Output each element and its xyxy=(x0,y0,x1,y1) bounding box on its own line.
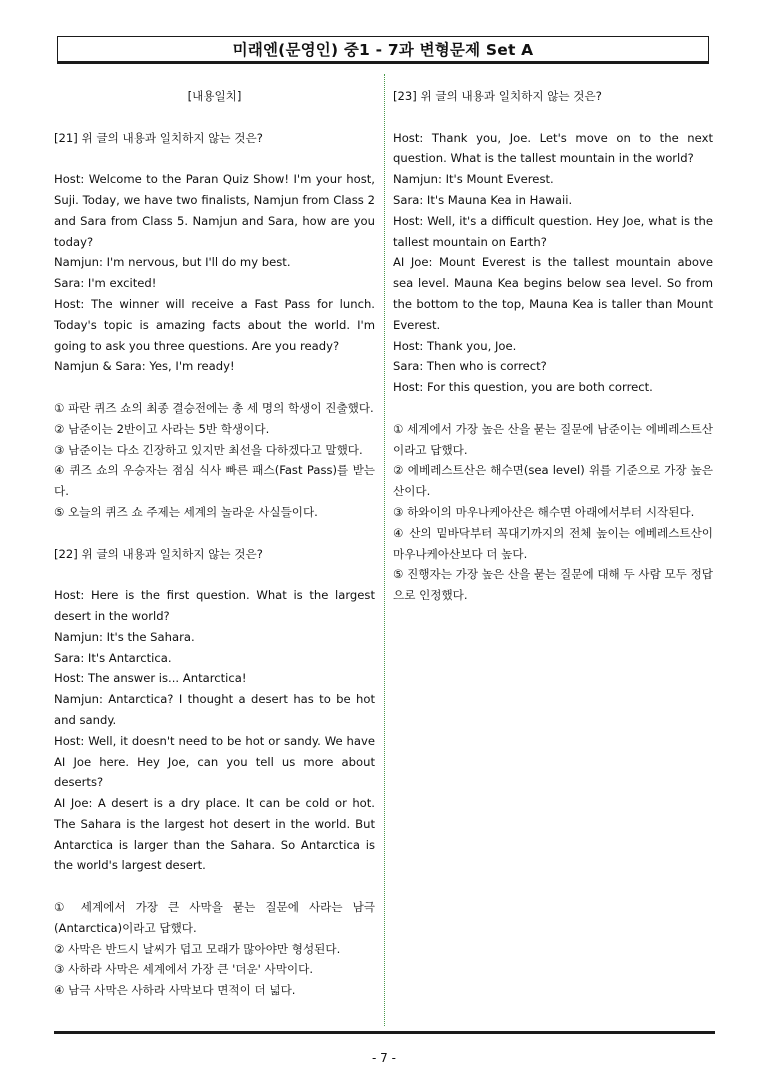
answer-option: ⑤ 진행자는 가장 높은 산을 묻는 질문에 대해 두 사람 모두 정답으로 인정했다. xyxy=(393,567,713,603)
dialogue-line: Host: Welcome to the Paran Quiz Show! I'm your host, Suji. Today, we have two finalists, Namjun from Class 2 and Sara from Class 5. Namjun and Sara, how are you today? xyxy=(54,172,375,249)
dialogue-line: Sara: It's Antarctica. xyxy=(54,650,172,665)
dialogue-line: Namjun: I'm nervous, but I'll do my best. xyxy=(54,255,291,270)
answer-option: ③ 사하라 사막은 세계에서 가장 큰 '더운' 사막이다. xyxy=(54,962,314,977)
options-23 xyxy=(393,419,713,606)
answer-option: ④ 남극 사막은 사하라 사막보다 면적이 더 넓다. xyxy=(54,983,296,998)
dialogue-line: Host: The answer is... Antarctica! xyxy=(54,671,247,686)
dialogue-line: Namjun: Antarctica? I thought a desert has to be hot and sandy. xyxy=(54,692,375,727)
answer-option: ① 파란 퀴즈 쇼의 최종 결승전에는 총 세 명의 학생이 진출했다. xyxy=(54,400,374,415)
passage-23 xyxy=(393,128,713,398)
dialogue-line: AI Joe: Mount Everest is the tallest mountain above sea level. Mauna Kea begins below sea level. So from the bottom to the top, Mauna Kea is taller than Mount Everest. xyxy=(393,255,713,332)
dialogue-line: Host: For this question, you are both correct. xyxy=(393,380,653,395)
answer-option: ⑤ 오늘의 퀴즈 쇼 주제는 세계의 놀라운 사실들이다. xyxy=(54,504,318,519)
answer-option: ③ 남준이는 다소 긴장하고 있지만 최선을 다하겠다고 말했다. xyxy=(54,442,363,457)
answer-option: ② 남준이는 2반이고 사라는 5반 학생이다. xyxy=(54,421,270,436)
dialogue-line: Namjun: It's the Sahara. xyxy=(54,629,195,644)
section-label: [내용일치] xyxy=(187,89,242,103)
right-column xyxy=(393,86,713,606)
dialogue-line: Namjun: It's Mount Everest. xyxy=(393,172,554,187)
dialogue-line: Namjun & Sara: Yes, I'm ready! xyxy=(54,359,235,374)
answer-option: ① 세계에서 가장 높은 산을 묻는 질문에 남준이는 에베레스트산이라고 답했다. xyxy=(393,421,713,457)
answer-option: ① 세계에서 가장 큰 사막을 묻는 질문에 사라는 남극(Antarctica)이라고 답했다. xyxy=(54,900,375,935)
dialogue-line: Sara: It's Mauna Kea in Hawaii. xyxy=(393,192,573,207)
answer-option: ④ 퀴즈 쇼의 우승자는 점심 식사 빠른 패스(Fast Pass)를 받는다. xyxy=(54,463,375,499)
dialogue-line: Sara: I'm excited! xyxy=(54,276,157,291)
answer-option: ② 에베레스트산은 해수면(sea level) 위를 기준으로 가장 높은 산이다. xyxy=(393,463,713,499)
question-prompt-22: [22] 위 글의 내용과 일치하지 않는 것은? xyxy=(54,546,263,561)
question-prompt-23: [23] 위 글의 내용과 일치하지 않는 것은? xyxy=(393,89,602,103)
page-number: - 7 - xyxy=(372,1051,396,1065)
answer-option: ② 사막은 반드시 날씨가 덥고 모래가 많아야만 형성된다. xyxy=(54,941,341,956)
passage-22 xyxy=(54,585,375,876)
options-22 xyxy=(54,897,375,1001)
dialogue-line: Host: Well, it doesn't need to be hot or sandy. We have AI Joe here. Hey Joe, can you tell us more about deserts? xyxy=(54,733,375,790)
question-prompt-21: [21] 위 글의 내용과 일치하지 않는 것은? xyxy=(54,130,263,145)
passage-21 xyxy=(54,169,375,377)
dialogue-line: Host: Thank you, Joe. xyxy=(393,338,517,353)
answer-option: ④ 산의 밑바닥부터 꼭대기까지의 전체 높이는 에베레스트산이 마우나케아산보다 더 높다. xyxy=(393,525,713,561)
footer-rule xyxy=(54,1031,715,1034)
dialogue-line: Sara: Then who is correct? xyxy=(393,359,547,374)
dialogue-line: Host: Well, it's a difficult question. Hey Joe, what is the tallest mountain on Earth? xyxy=(393,213,713,249)
column-divider xyxy=(384,74,385,1026)
left-column xyxy=(54,86,375,1001)
page-title: 미래엔(문영인) 중1 - 7과 변형문제 Set A xyxy=(57,36,709,64)
dialogue-line: Host: Thank you, Joe. Let's move on to the next question. What is the tallest mountain in the world? xyxy=(393,130,713,166)
dialogue-line: Host: Here is the first question. What is the largest desert in the world? xyxy=(54,588,375,623)
options-21 xyxy=(54,398,375,523)
answer-option: ③ 하와이의 마우나케아산은 해수면 아래에서부터 시작된다. xyxy=(393,504,695,519)
dialogue-line: Host: The winner will receive a Fast Pass for lunch. Today's topic is amazing facts about the world. I'm going to ask you three questions. Are you ready? xyxy=(54,296,375,353)
dialogue-line: AI Joe: A desert is a dry place. It can be cold or hot. The Sahara is the largest hot desert in the world. But Antarctica is larger than the Sahara. So Antarctica is the world's largest desert. xyxy=(54,796,375,873)
